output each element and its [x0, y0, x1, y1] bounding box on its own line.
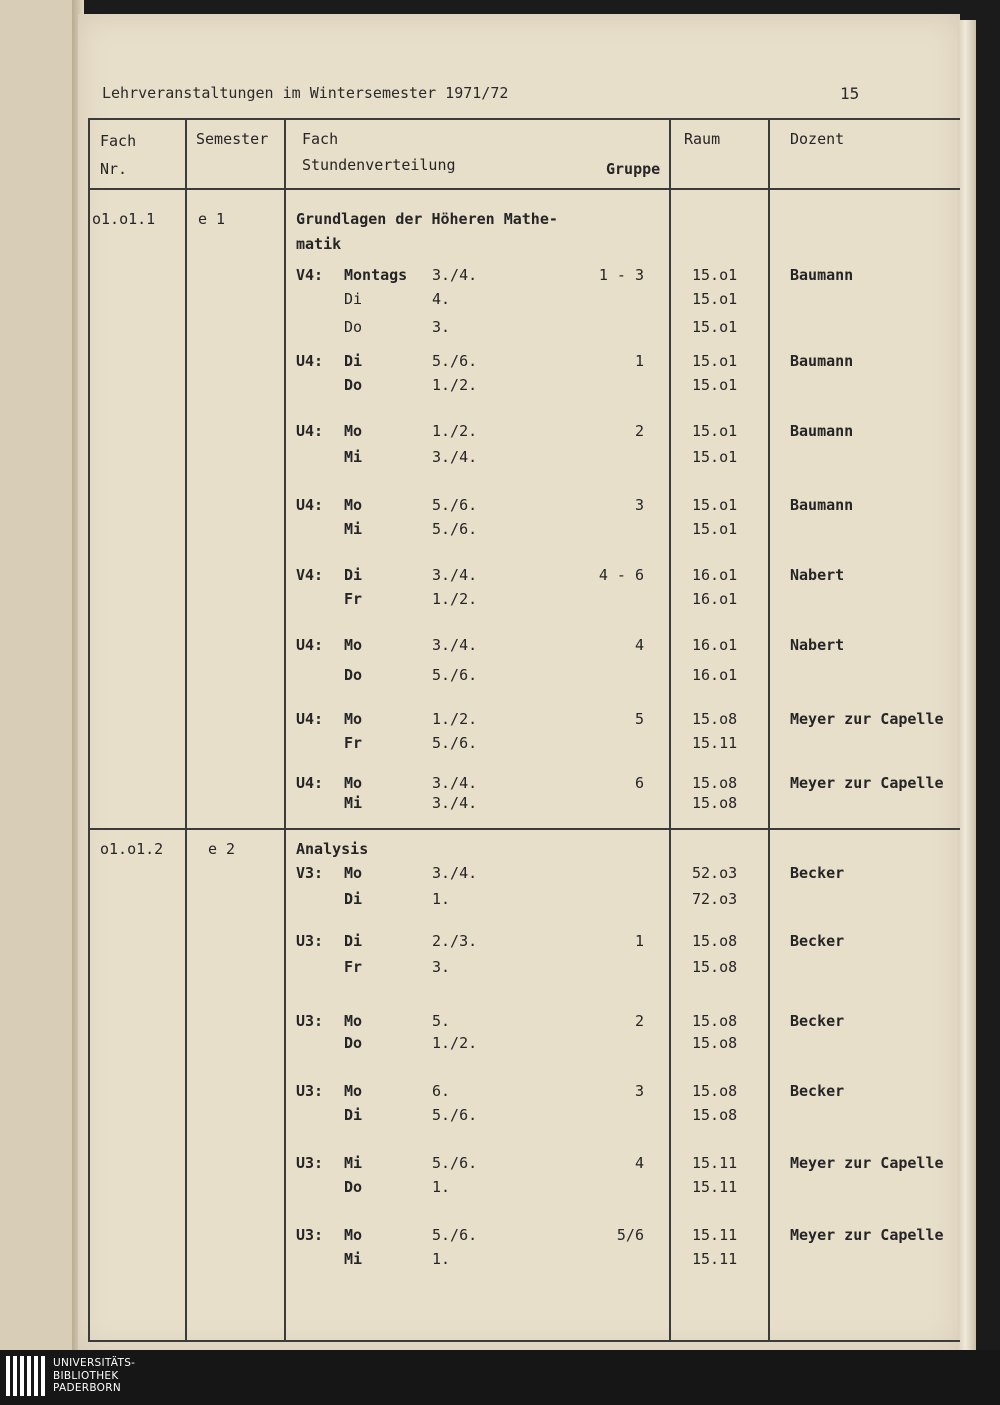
entry-room: 15.o8 — [692, 794, 738, 812]
entry-room: 15.o1 — [692, 266, 738, 284]
entry-hours: 3. — [432, 318, 451, 336]
entry-day: Mi — [344, 520, 363, 538]
left-page-edge — [0, 0, 82, 1350]
entry-type: V3: — [296, 864, 324, 882]
entry-room: 16.o1 — [692, 566, 738, 584]
col-header-semester: Semester — [196, 130, 269, 148]
entry-hours: 3./4. — [432, 266, 478, 284]
entry-group: 5/6 — [616, 1226, 644, 1244]
course-semester: e 1 — [198, 210, 226, 228]
entry-day: Di — [344, 290, 363, 308]
entry-type: U3: — [296, 1082, 324, 1100]
entry-hours: 3./4. — [432, 774, 478, 792]
entry-hours: 5./6. — [432, 1154, 478, 1172]
entry-day: Di — [344, 566, 363, 584]
entry-type: V4: — [296, 566, 324, 584]
entry-room: 15.o8 — [692, 1106, 738, 1124]
entry-day: Mo — [344, 496, 363, 514]
entry-room: 15.o1 — [692, 290, 738, 308]
entry-group: 6 — [634, 774, 644, 792]
entry-day: Di — [344, 352, 363, 370]
entry-type: U4: — [296, 710, 324, 728]
entry-room: 52.o3 — [692, 864, 738, 882]
entry-room: 15.o8 — [692, 774, 738, 792]
entry-day: Di — [344, 932, 363, 950]
entry-hours: 1. — [432, 1250, 451, 1268]
entry-room: 15.11 — [692, 1226, 738, 1244]
entry-group: 3 — [634, 1082, 644, 1100]
entry-group: 5 — [634, 710, 644, 728]
entry-lecturer: Becker — [790, 1012, 845, 1030]
entry-room: 15.o8 — [692, 932, 738, 950]
col-divider-raum-dozent — [768, 118, 770, 1340]
entry-hours: 1. — [432, 890, 451, 908]
entry-day: Mo — [344, 710, 363, 728]
entry-hours: 3./4. — [432, 448, 478, 466]
course-nr: o1.o1.2 — [100, 840, 164, 858]
entry-hours: 1./2. — [432, 710, 478, 728]
col-header-dozent: Dozent — [790, 130, 845, 148]
entry-day: Mo — [344, 1226, 363, 1244]
entry-day: Mo — [344, 774, 363, 792]
entry-day: Mi — [344, 448, 363, 466]
entry-group: 1 — [634, 352, 644, 370]
entry-lecturer: Baumann — [790, 422, 854, 440]
col-header-gruppe: Gruppe — [606, 160, 661, 178]
entry-day: Fr — [344, 958, 363, 976]
entry-lecturer: Meyer zur Capelle — [790, 1226, 944, 1244]
entry-room: 15.11 — [692, 1178, 738, 1196]
logo-text-line: UNIVERSITÄTS- — [53, 1357, 136, 1370]
entry-hours: 5./6. — [432, 520, 478, 538]
entry-group: 2 — [634, 422, 644, 440]
entry-hours: 1./2. — [432, 590, 478, 608]
entry-hours: 5./6. — [432, 1226, 478, 1244]
entry-room: 15.o1 — [692, 448, 738, 466]
entry-day: Do — [344, 666, 363, 684]
page-stack-edge — [958, 20, 976, 1350]
entry-room: 15.11 — [692, 1250, 738, 1268]
entry-group: 4 — [634, 1154, 644, 1172]
entry-day: Montags — [344, 266, 408, 284]
library-logo-icon — [6, 1356, 45, 1396]
entry-hours: 1./2. — [432, 422, 478, 440]
entry-day: Mo — [344, 864, 363, 882]
entry-type: U4: — [296, 496, 324, 514]
col-header-stundenverteilung: Stundenverteilung — [302, 156, 456, 174]
entry-group: 1 — [634, 932, 644, 950]
entry-room: 15.o8 — [692, 1012, 738, 1030]
entry-hours: 3. — [432, 958, 451, 976]
col-divider-semester-fach — [284, 118, 286, 1340]
entry-hours: 4. — [432, 290, 451, 308]
col-header-raum: Raum — [684, 130, 721, 148]
entry-lecturer: Meyer zur Capelle — [790, 1154, 944, 1172]
entry-room: 15.o1 — [692, 496, 738, 514]
course-divider — [88, 828, 960, 830]
table-left-border — [88, 118, 90, 1340]
entry-lecturer: Becker — [790, 864, 845, 882]
entry-day: Mo — [344, 422, 363, 440]
entry-day: Di — [344, 1106, 363, 1124]
entry-room: 15.o8 — [692, 1034, 738, 1052]
entry-group: 4 — [634, 636, 644, 654]
binding-strip — [0, 1350, 1000, 1405]
entry-day: Do — [344, 318, 363, 336]
entry-day: Do — [344, 376, 363, 394]
entry-room: 15.o8 — [692, 710, 738, 728]
entry-room: 15.o8 — [692, 1082, 738, 1100]
entry-room: 15.o1 — [692, 376, 738, 394]
entry-room: 15.11 — [692, 734, 738, 752]
entry-group: 1 - 3 — [598, 266, 644, 284]
entry-lecturer: Nabert — [790, 566, 845, 584]
entry-type: U4: — [296, 422, 324, 440]
logo-text-line: BIBLIOTHEK — [53, 1369, 119, 1382]
entry-type: U4: — [296, 352, 324, 370]
entry-room: 16.o1 — [692, 636, 738, 654]
entry-day: Mo — [344, 1082, 363, 1100]
table-bottom-border — [88, 1340, 960, 1342]
entry-lecturer: Becker — [790, 1082, 845, 1100]
entry-day: Mo — [344, 636, 363, 654]
entry-hours: 5./6. — [432, 1106, 478, 1124]
entry-day: Fr — [344, 734, 363, 752]
entry-hours: 3./4. — [432, 864, 478, 882]
entry-day: Mi — [344, 1154, 363, 1172]
entry-day: Fr — [344, 590, 363, 608]
entry-hours: 6. — [432, 1082, 451, 1100]
course-title-cont: matik — [296, 235, 342, 253]
entry-room: 72.o3 — [692, 890, 738, 908]
entry-type: U3: — [296, 1154, 324, 1172]
header-bottom-border — [88, 188, 960, 190]
entry-lecturer: Becker — [790, 932, 845, 950]
entry-room: 16.o1 — [692, 590, 738, 608]
entry-hours: 3./4. — [432, 794, 478, 812]
library-logo — [6, 1355, 135, 1397]
entry-room: 15.o1 — [692, 318, 738, 336]
entry-day: Do — [344, 1178, 363, 1196]
col-header-fach-nr-2: Nr. — [100, 160, 128, 178]
entry-lecturer: Baumann — [790, 266, 854, 284]
entry-lecturer: Meyer zur Capelle — [790, 710, 944, 728]
entry-group: 2 — [634, 1012, 644, 1030]
entry-room: 15.o1 — [692, 520, 738, 538]
col-header-fach: Fach — [302, 130, 339, 148]
entry-hours: 3./4. — [432, 566, 478, 584]
entry-type: U3: — [296, 932, 324, 950]
entry-room: 16.o1 — [692, 666, 738, 684]
entry-hours: 1. — [432, 1178, 451, 1196]
entry-type: U4: — [296, 774, 324, 792]
entry-day: Mi — [344, 794, 363, 812]
entry-type: U4: — [296, 636, 324, 654]
entry-group: 4 - 6 — [598, 566, 644, 584]
entry-day: Di — [344, 890, 363, 908]
entry-hours: 2./3. — [432, 932, 478, 950]
col-divider-fach-raum — [669, 118, 671, 1340]
entry-lecturer: Baumann — [790, 496, 854, 514]
entry-room: 15.o1 — [692, 352, 738, 370]
course-semester: e 2 — [208, 840, 236, 858]
course-title: Grundlagen der Höheren Mathe- — [296, 210, 558, 228]
entry-hours: 3./4. — [432, 636, 478, 654]
entry-type: U3: — [296, 1012, 324, 1030]
page-number: 15 — [840, 84, 860, 103]
entry-lecturer: Meyer zur Capelle — [790, 774, 944, 792]
logo-text-line: PADERBORN — [53, 1382, 121, 1395]
col-divider-nr-semester — [185, 118, 187, 1340]
entry-day: Do — [344, 1034, 363, 1052]
entry-lecturer: Baumann — [790, 352, 854, 370]
course-title: Analysis — [296, 840, 369, 858]
page-title: Lehrveranstaltungen im Wintersemester 1971/72 — [102, 84, 509, 102]
entry-type: V4: — [296, 266, 324, 284]
entry-room: 15.11 — [692, 1154, 738, 1172]
entry-hours: 1./2. — [432, 376, 478, 394]
entry-room: 15.o8 — [692, 958, 738, 976]
table-top-border — [88, 118, 960, 120]
entry-hours: 5. — [432, 1012, 451, 1030]
col-header-fach-nr-1: Fach — [100, 132, 137, 150]
entry-hours: 5./6. — [432, 666, 478, 684]
entry-hours: 5./6. — [432, 496, 478, 514]
course-nr: o1.o1.1 — [92, 210, 156, 228]
entry-room: 15.o1 — [692, 422, 738, 440]
entry-day: Mi — [344, 1250, 363, 1268]
entry-hours: 5./6. — [432, 352, 478, 370]
entry-hours: 1./2. — [432, 1034, 478, 1052]
entry-type: U3: — [296, 1226, 324, 1244]
entry-hours: 5./6. — [432, 734, 478, 752]
entry-lecturer: Nabert — [790, 636, 845, 654]
entry-day: Mo — [344, 1012, 363, 1030]
entry-group: 3 — [634, 496, 644, 514]
